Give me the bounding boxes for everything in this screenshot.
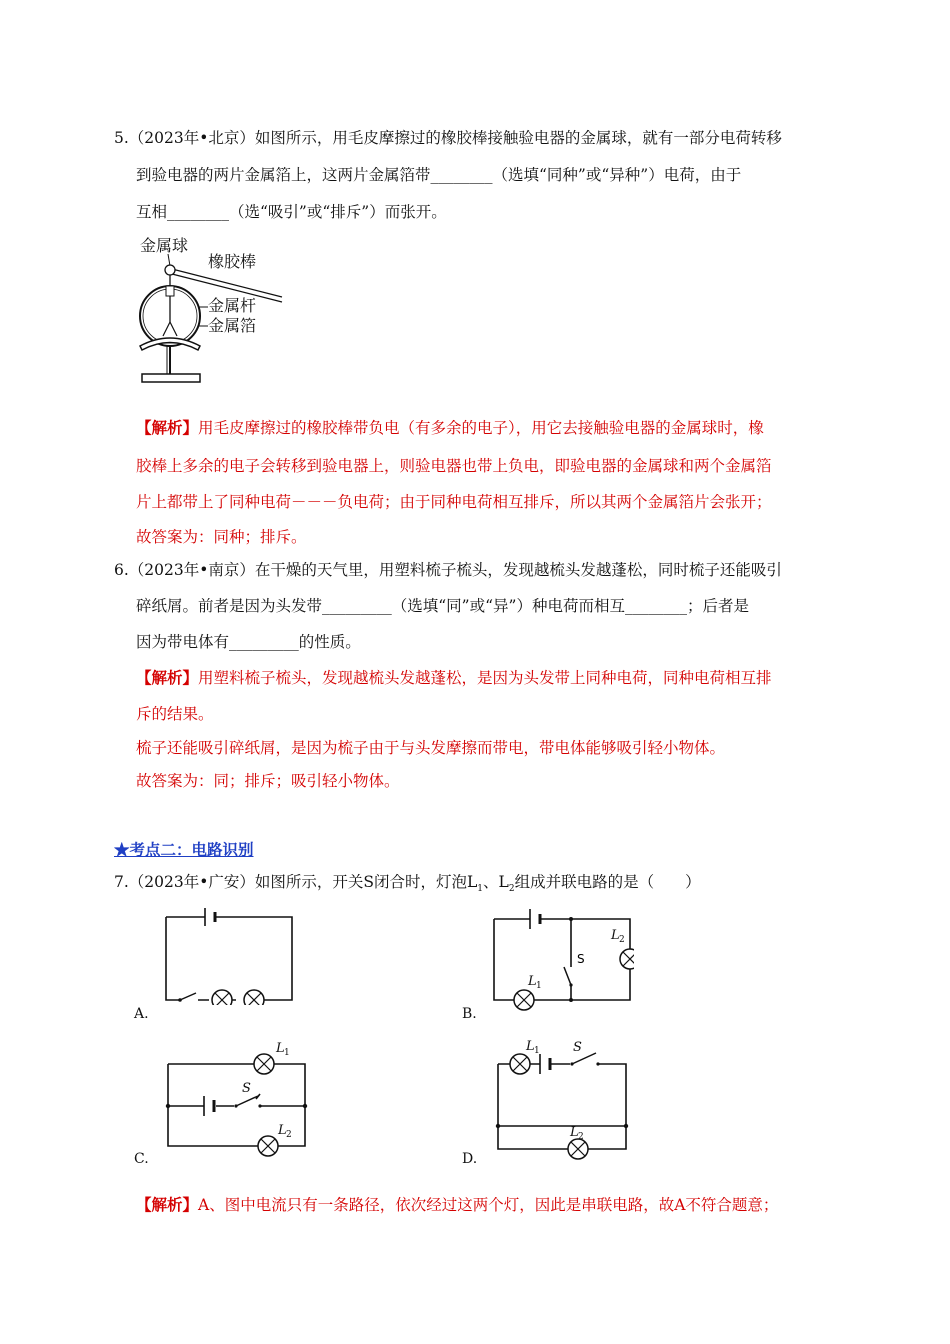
lamp-l2-icon: [258, 1136, 278, 1156]
q5-stem-line-1: 5.（2023年•北京）如图所示，用毛皮摩擦过的橡胶棒接触验电器的金属球，就有一部分电荷转移: [114, 129, 782, 147]
q5-analysis-text-1: 用毛皮摩擦过的橡胶棒带负电（有多余的电子），用它去接触验电器的金属球时，橡: [198, 419, 764, 437]
circuit-d: [488, 1036, 638, 1161]
q5-stem-line-3: 互相________（选“吸引”或“排斥”）而张开。: [136, 203, 447, 221]
lamp-l1-icon: [510, 1054, 530, 1074]
option-a[interactable]: A.: [134, 1006, 149, 1022]
lamp-l2-sub: 2: [619, 935, 625, 945]
lamp-l1-icon: [514, 990, 534, 1010]
q7-stem-sub2: 2: [508, 884, 515, 895]
q7-stem-sub1: 1: [477, 884, 484, 895]
q5-analysis-line-1: [136, 418, 764, 438]
lamp-l2-icon: [620, 949, 634, 969]
lamp-l1-label: L: [276, 1041, 285, 1056]
lamp-icon: [244, 990, 264, 1005]
q6-analysis-line-2: 斥的结果。: [136, 705, 214, 723]
lamp-l2-sub: 2: [286, 1130, 292, 1140]
lamp-icon: [212, 990, 232, 1005]
q5-analysis-line-3: 片上都带上了同种电荷－－－负电荷；由于同种电荷相互排斥，所以其两个金属箔片会张开；: [136, 493, 772, 511]
q6-stem-line-3: 因为带电体有_________的性质。: [136, 633, 361, 651]
switch-label: S: [577, 952, 585, 966]
lamp-l2-label: L: [278, 1123, 287, 1138]
label-metal-stem: 金属杆: [208, 296, 257, 315]
circuit-b: [484, 905, 634, 1035]
q7-stem-pre: 7.（2023年•广安）如图所示，开关S闭合时，灯泡L: [114, 873, 478, 891]
lamp-l2-icon: [568, 1139, 588, 1159]
switch-label: S: [242, 1081, 251, 1096]
q7-stem-post: 组成并联电路的是（ ）: [514, 873, 701, 891]
q6-analysis-text-1: 用塑料梳子梳头，发现越梳头发越蓬松，是因为头发带上同种电荷，同种电荷相互排: [198, 669, 772, 687]
q6-answer: 故答案为：同；排斥；吸引轻小物体。: [136, 772, 400, 790]
lamp-l2-sub: 2: [578, 1132, 584, 1142]
circuit-a: [158, 905, 298, 1005]
option-d[interactable]: D.: [462, 1151, 478, 1167]
option-b[interactable]: B.: [462, 1006, 477, 1022]
section-heading: ★考点二：电路识别: [114, 840, 254, 859]
q6-stem-line-2: 碎纸屑。前者是因为头发带_________（选填“同”或“异”）种电荷而相互________；后者是: [136, 597, 749, 615]
label-rubber-rod: 橡胶棒: [208, 252, 257, 271]
analysis-tag: 【解析】: [136, 668, 199, 687]
option-c[interactable]: C.: [134, 1151, 149, 1167]
q5-answer: 故答案为：同种；排斥。: [136, 528, 307, 546]
q7-stem-mid: 、L: [483, 873, 509, 891]
lamp-l1-sub: 1: [534, 1046, 540, 1056]
q5-stem-line-2: 到验电器的两片金属箔上，这两片金属箔带________（选填“同种”或“异种”）电荷，由于: [136, 166, 742, 184]
q7-analysis-text-1: A、图中电流只有一条路径，依次经过这两个灯，因此是串联电路，故A不符合题意；: [198, 1196, 779, 1214]
electroscope-figure: [132, 234, 292, 386]
q6-analysis-line-3: 梳子还能吸引碎纸屑，是因为梳子由于与头发摩擦而带电，带电体能够吸引轻小物体。: [136, 739, 726, 757]
analysis-tag: 【解析】: [136, 418, 199, 437]
q7-analysis-line-1: [136, 1195, 778, 1215]
q6-stem-line-1: 6.（2023年•南京）在干燥的天气里，用塑料梳子梳头，发现越梳头发越蓬松，同时梳子还能吸引: [114, 561, 782, 579]
q6-analysis-line-1: [136, 668, 772, 688]
analysis-tag: 【解析】: [136, 1195, 199, 1214]
lamp-l2-label: L: [570, 1125, 579, 1140]
lamp-l1-sub: 1: [536, 981, 542, 991]
circuit-c: [160, 1036, 320, 1161]
lamp-l2-label: L: [611, 928, 620, 943]
q5-analysis-line-2: 胶棒上多余的电子会转移到验电器上，则验电器也带上负电，即验电器的金属球和两个金属箔: [136, 457, 772, 475]
q7-stem: [114, 872, 701, 899]
lamp-l1-label: L: [528, 974, 537, 989]
lamp-l1-label: L: [526, 1039, 535, 1054]
label-metal-foil: 金属箔: [208, 316, 257, 335]
lamp-l1-icon: [254, 1054, 274, 1074]
switch-label: S: [573, 1040, 582, 1055]
lamp-l1-sub: 1: [284, 1048, 290, 1058]
label-metal-ball: 金属球: [140, 236, 189, 255]
